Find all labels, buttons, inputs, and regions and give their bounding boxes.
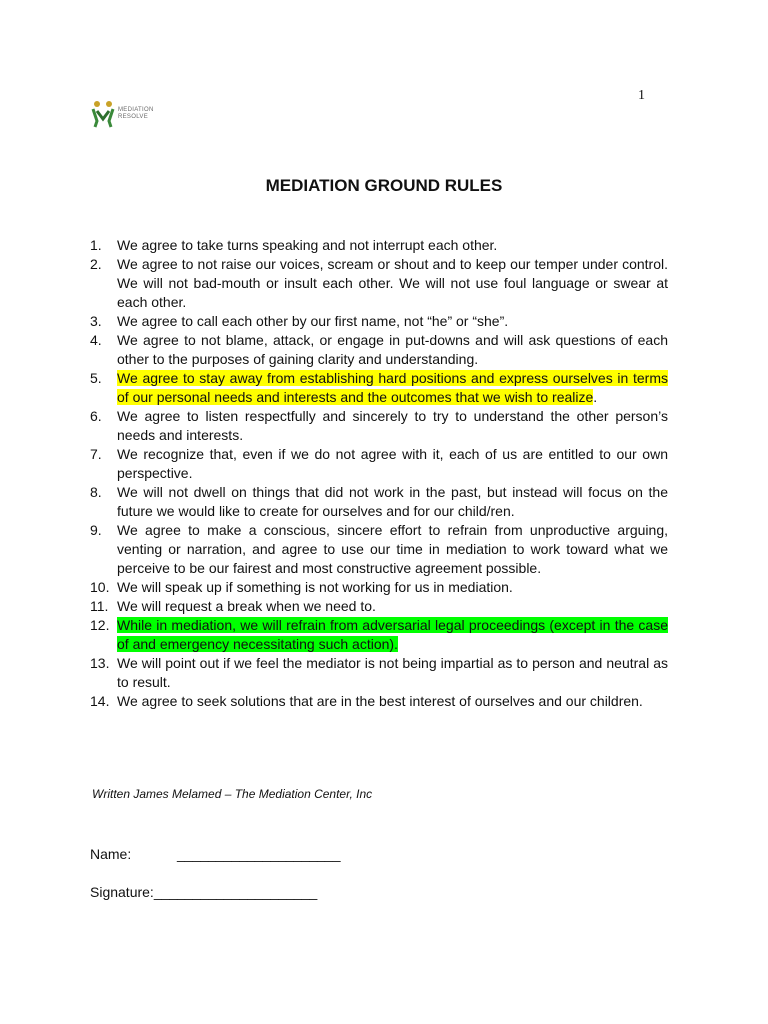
rule-number: 1. xyxy=(90,237,102,253)
rule-item xyxy=(90,312,668,331)
rule-item xyxy=(90,483,668,521)
rule-text: We agree to not blame, attack, or engage in put-downs and will ask questions of each other to the purposes of gaining clarity and understanding. xyxy=(117,332,668,367)
rule-number: 9. xyxy=(90,522,102,538)
rule-text: We agree to listen respectfully and sincerely to try to understand the other person’s needs and interests. xyxy=(117,408,668,443)
name-field xyxy=(90,846,341,862)
rule-item xyxy=(90,578,668,597)
rule-item xyxy=(90,521,668,578)
page-number: 1 xyxy=(638,88,645,103)
rule-text: We agree to take turns speaking and not interrupt each other. xyxy=(117,237,498,253)
rule-number: 4. xyxy=(90,332,102,348)
logo-line-1: MEDIATION xyxy=(118,107,154,113)
mediation-logo xyxy=(90,98,162,130)
rule-item xyxy=(90,407,668,445)
rule-text: We agree to seek solutions that are in the best interest of ourselves and our children. xyxy=(117,693,643,709)
rule-item xyxy=(90,692,668,711)
rule-number: 11. xyxy=(90,598,109,614)
rule-number: 14. xyxy=(90,693,110,709)
rule-item xyxy=(90,236,668,255)
rule-item xyxy=(90,654,668,692)
logo-wordmark xyxy=(118,107,154,121)
rule-text: We will speak up if something is not working for us in mediation. xyxy=(117,579,513,595)
rule-number: 7. xyxy=(90,446,102,462)
highlighted-text: While in mediation, we will refrain from adversarial legal proceedings (except in the case of and emergency necessitating such action). xyxy=(117,617,668,652)
rule-number: 13. xyxy=(90,655,110,671)
rule-text: We will request a break when we need to. xyxy=(117,598,376,614)
rule-number: 3. xyxy=(90,313,102,329)
rule-number: 5. xyxy=(90,370,102,386)
rule-text: We agree to make a conscious, sincere effort to refrain from unproductive arguing, venting or narration, and agree to use our time in mediation to work toward what we perceive to be our fairest and most constructive agreement possible. xyxy=(117,522,668,576)
rule-text xyxy=(117,369,668,407)
rule-number: 6. xyxy=(90,408,102,424)
rule-text: We agree to not raise our voices, scream or shout and to keep our temper under control. We will not bad-mouth or insult each other. We will not use foul language or swear at each other. xyxy=(117,256,668,310)
rules-list xyxy=(90,236,668,711)
name-blank-line: _____________________ xyxy=(177,846,341,862)
rule-text: We agree to call each other by our first name, not “he” or “she”. xyxy=(117,313,509,329)
name-label: Name: xyxy=(90,846,132,862)
rule-item xyxy=(90,445,668,483)
rule-suffix: . xyxy=(593,389,598,405)
rule-number: 10. xyxy=(90,579,110,595)
rule-item xyxy=(90,616,668,654)
people-icon xyxy=(90,99,116,129)
signature-label: Signature: xyxy=(90,884,154,900)
author-credit: Written James Melamed – The Mediation Center, Inc xyxy=(92,787,373,801)
signature-blank-line: _____________________ xyxy=(153,884,318,900)
logo-line-2: RESOLVE xyxy=(118,114,148,120)
rule-number: 2. xyxy=(90,256,102,272)
rule-number: 12. xyxy=(90,617,110,633)
rule-text: We will point out if we feel the mediator is not being impartial as to person and neutral as to result. xyxy=(117,655,668,690)
rule-item xyxy=(90,331,668,369)
rule-number: 8. xyxy=(90,484,102,500)
rule-item xyxy=(90,255,668,312)
document-title: MEDIATION GROUND RULES xyxy=(265,176,503,195)
rule-text xyxy=(117,616,668,654)
rule-item xyxy=(90,597,668,616)
rule-text: We recognize that, even if we do not agree with it, each of us are entitled to our own perspective. xyxy=(117,446,668,481)
rule-text: We will not dwell on things that did not work in the past, but instead will focus on the future we would like to create for ourselves and for our child/ren. xyxy=(117,484,668,519)
signature-field xyxy=(90,884,317,900)
highlighted-text: We agree to stay away from establishing hard positions and express ourselves in terms of our personal needs and interests and the outcomes that we wish to realize xyxy=(117,370,668,405)
rule-item xyxy=(90,369,668,407)
